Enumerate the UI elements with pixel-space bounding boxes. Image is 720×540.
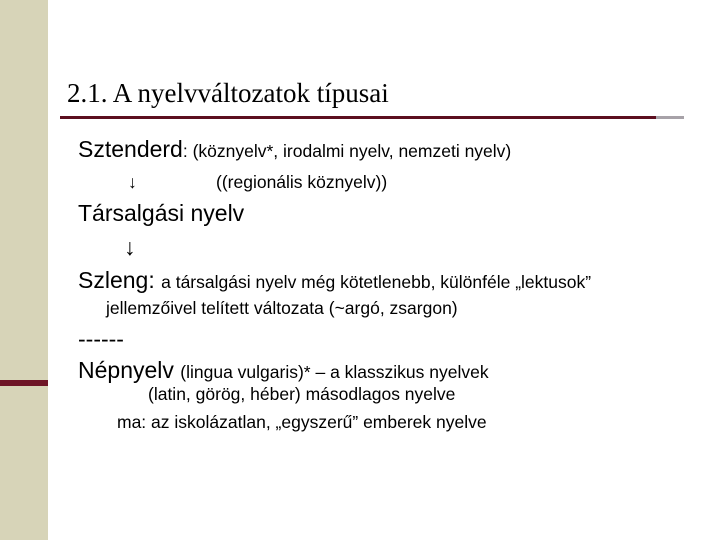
nepnyelv-heading: Népnyelv	[78, 357, 181, 383]
down-arrow-2: ↓	[124, 234, 136, 260]
nepnyelv-description: (lingua vulgaris)* – a klasszikus nyelvek	[180, 362, 489, 382]
nepnyelv-line	[78, 357, 489, 384]
dashes-separator: ------	[78, 326, 124, 352]
title-underline-tail	[656, 116, 684, 119]
ma-line: ma: az iskolázatlan, „egyszerű” emberek nyelve	[117, 412, 487, 432]
regional-koznyelv-note: ((regionális köznyelv))	[216, 172, 388, 192]
slide-sidebar-band	[0, 0, 48, 540]
sztenderd-line	[78, 136, 511, 163]
szleng-heading: Szleng:	[78, 267, 162, 293]
szleng-description: a társalgási nyelv még kötetlenebb, különféle „lektusok”	[161, 272, 592, 292]
sztenderd-heading: Sztenderd	[78, 136, 183, 162]
down-arrow-1: ↓	[128, 172, 137, 192]
sidebar-accent-mark	[0, 380, 48, 386]
szleng-line	[78, 267, 591, 294]
title-underline	[60, 116, 684, 119]
nepnyelv-description-cont: (latin, görög, héber) másodlagos nyelve	[148, 384, 456, 404]
tarsalgasi-nyelv-heading: Társalgási nyelv	[78, 200, 245, 226]
sztenderd-description: : (köznyelv*, irodalmi nyelv, nemzeti nyelv)	[182, 141, 512, 161]
slide-title: 2.1. A nyelvváltozatok típusai	[67, 78, 389, 108]
szleng-description-cont: jellemzőivel telített változata (~argó, zsargon)	[106, 298, 458, 318]
